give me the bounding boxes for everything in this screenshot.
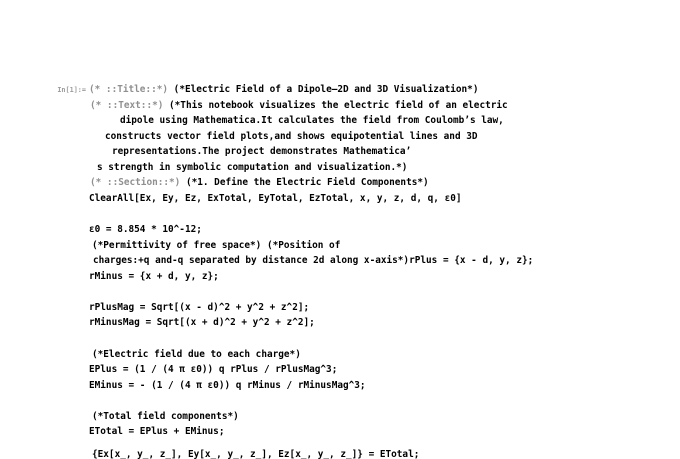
- code-segment: rMinus = {x + d, y, z};: [89, 270, 219, 282]
- code-line[interactable]: [0, 113, 680, 129]
- style-directive-segment: (* ::Section::*): [90, 177, 181, 189]
- code-segment: s strength in symbolic computation and visualization.*): [97, 161, 408, 173]
- code-segment: (*Electric Field of a Dipole—2D and 3D Visualization*): [168, 84, 479, 95]
- code-line[interactable]: [0, 269, 680, 285]
- code-line[interactable]: [0, 447, 680, 459]
- code-line[interactable]: [0, 98, 680, 114]
- code-segment: (*Total field components*): [92, 410, 239, 422]
- code-segment: representations.The project demonstrates Mathematica’: [112, 146, 412, 158]
- code-line[interactable]: [0, 424, 680, 440]
- code-line[interactable]: [0, 315, 680, 331]
- style-directive-segment: (* ::Title::*): [89, 84, 169, 95]
- code-segment: ClearAll[Ex, Ey, Ez, ExTotal, EyTotal, EzTotal, x, y, z, d, q, ε0]: [89, 192, 462, 204]
- blank-line: [0, 393, 680, 409]
- code-line[interactable]: [0, 82, 680, 98]
- code-line[interactable]: [0, 144, 680, 160]
- blank-line: [0, 207, 680, 223]
- code-line[interactable]: [0, 238, 680, 254]
- code-line[interactable]: [0, 253, 680, 269]
- code-segment: (*1. Define the Electric Field Components*): [180, 177, 429, 189]
- code-segment: constructs vector field plots,and shows equipotential lines and 3D: [105, 130, 478, 142]
- notebook-input-cell[interactable]: [0, 82, 680, 459]
- blank-line: [0, 440, 680, 447]
- code-line[interactable]: [0, 191, 680, 207]
- blank-line: [0, 331, 680, 347]
- code-line[interactable]: [0, 129, 680, 145]
- code-line[interactable]: [0, 160, 680, 176]
- code-segment: charges:+q and-q separated by distance 2d along x-axis*)rPlus = {x - d, y, z};: [93, 255, 534, 267]
- code-line[interactable]: [0, 409, 680, 425]
- code-segment: (*This notebook visualizes the electric field of an electric: [163, 99, 508, 111]
- code-segment: dipole using Mathematica.It calculates the field from Coulomb’s law,: [120, 115, 504, 127]
- input-cell-label: In[1]:=: [57, 86, 86, 94]
- code-segment: (*Electric field due to each charge*): [92, 348, 301, 360]
- code-segment: EPlus = (1 / (4 π ε0)) q rPlus / rPlusMag^3;: [89, 364, 338, 376]
- code-line[interactable]: [0, 175, 680, 191]
- code-segment: ETotal = EPlus + EMinus;: [89, 426, 225, 438]
- code-line[interactable]: [0, 347, 680, 363]
- code-line[interactable]: [0, 362, 680, 378]
- code-segment: (*Permittivity of free space*) (*Position of: [92, 239, 341, 251]
- code-line[interactable]: [0, 378, 680, 394]
- code-segment: EMinus = - (1 / (4 π ε0)) q rMinus / rMinusMag^3;: [89, 379, 366, 391]
- code-segment: {Ex[x_, y_, z_], Ey[x_, y_, z_], Ez[x_, y_, z_]} = ETotal;: [92, 448, 420, 459]
- style-directive-segment: (* ::Text::*): [90, 99, 164, 111]
- code-segment: rMinusMag = Sqrt[(x + d)^2 + y^2 + z^2];: [89, 317, 315, 329]
- blank-line: [0, 284, 680, 300]
- code-segment: rPlusMag = Sqrt[(x - d)^2 + y^2 + z^2];: [89, 301, 310, 313]
- code-line[interactable]: [0, 300, 680, 316]
- code-line[interactable]: [0, 222, 680, 238]
- code-segment: ε0 = 8.854 * 10^-12;: [89, 224, 202, 236]
